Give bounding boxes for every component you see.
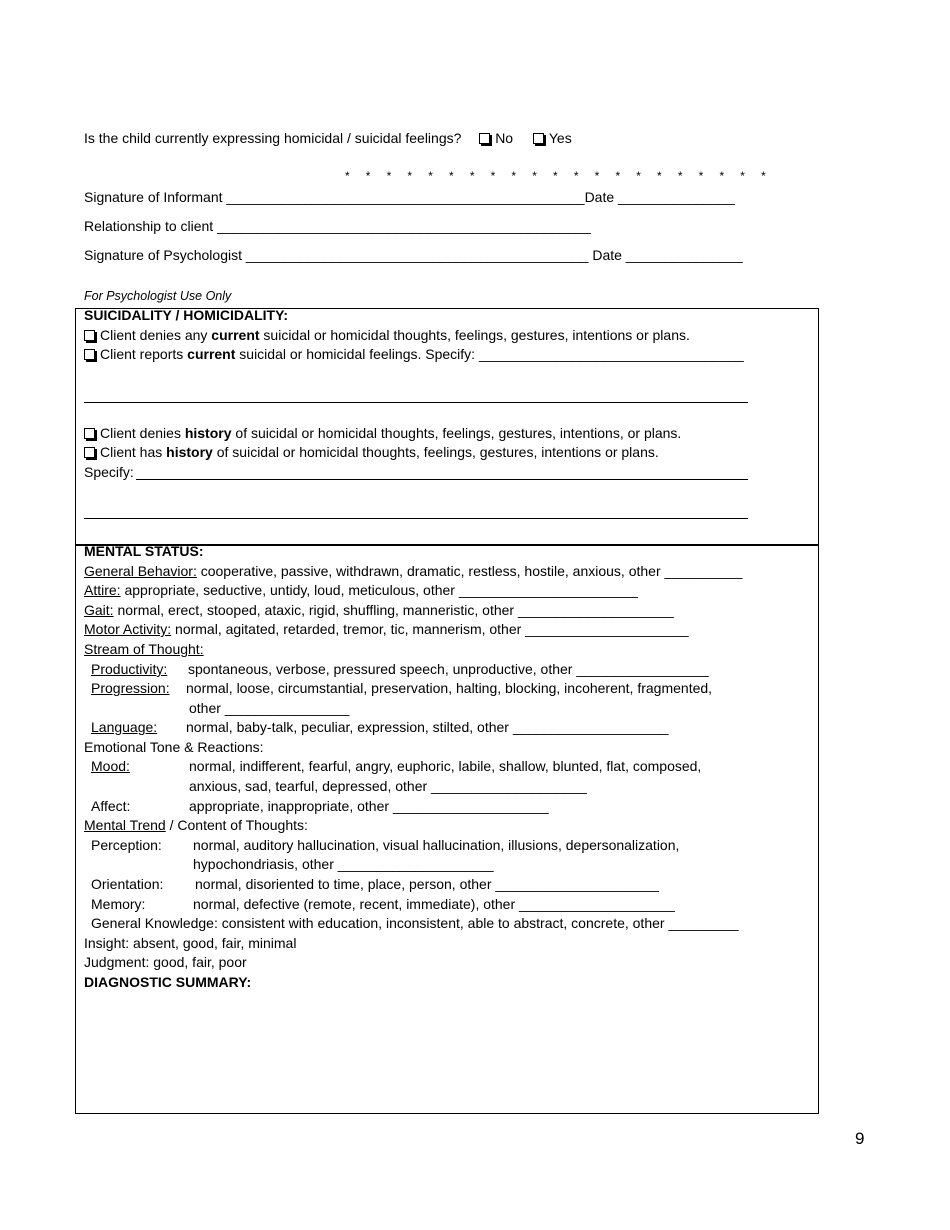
- orientation-label: Orientation:: [91, 876, 164, 892]
- history-denies-item[interactable]: [84, 425, 681, 442]
- emotional-tone-label: Emotional Tone & Reactions:: [84, 739, 264, 755]
- history-denies-bold: history: [184, 425, 232, 441]
- general-behavior-row[interactable]: [84, 563, 742, 580]
- general-knowledge-row[interactable]: General Knowledge: consistent with education, inconsistent, able to abstract, concrete, other _________: [91, 915, 739, 931]
- current-denies-checkbox[interactable]: [84, 330, 95, 341]
- gait-row[interactable]: [84, 602, 674, 619]
- productivity-options[interactable]: spontaneous, verbose, pressured speech, unproductive, other _________________: [188, 661, 709, 677]
- affect-label: Affect:: [91, 798, 131, 814]
- current-denies-post: suicidal or homicidal thoughts, feelings, gestures, intentions or plans.: [259, 327, 690, 343]
- history-has-bold: history: [166, 444, 213, 460]
- mental-status-heading: MENTAL STATUS:: [84, 543, 204, 559]
- language-label: Language:: [91, 719, 158, 735]
- progression-label: Progression:: [91, 680, 170, 696]
- mood-label: Mood:: [91, 758, 130, 774]
- informant-signature-line[interactable]: Signature of Informant ______________________________________________Date _______________: [84, 189, 735, 205]
- perception-label: Perception:: [91, 837, 162, 853]
- progression-options[interactable]: normal, loose, circumstantial, preservation, halting, blocking, incoherent, fragmented,: [186, 680, 713, 696]
- gait-options: normal, erect, stooped, ataxic, rigid, shuffling, manneristic, other ____________________: [113, 602, 674, 618]
- yes-label: Yes: [548, 130, 572, 146]
- current-denies-pre: Client denies any: [100, 327, 212, 343]
- mental-trend-row: [84, 817, 308, 834]
- orientation-options[interactable]: normal, disoriented to time, place, person, other _____________________: [195, 876, 659, 892]
- history-has-item[interactable]: [84, 444, 659, 461]
- attire-label: Attire:: [84, 582, 121, 598]
- suicidality-heading: SUICIDALITY / HOMICIDALITY:: [84, 307, 289, 323]
- stream-of-thought-label: Stream of Thought:: [84, 641, 204, 657]
- psychologist-use-label: For Psychologist Use Only: [84, 289, 232, 303]
- relationship-line[interactable]: Relationship to client ________________________________________________: [84, 218, 591, 234]
- current-reports-bold: current: [187, 346, 236, 362]
- history-has-post: of suicidal or homicidal thoughts, feelings, gestures, intentions or plans.: [212, 444, 659, 460]
- history-denies-pre: Client denies: [100, 425, 185, 441]
- history-denies-post: of suicidal or homicidal thoughts, feelings, gestures, intentions, or plans.: [231, 425, 682, 441]
- mood-options[interactable]: normal, indifferent, fearful, angry, euphoric, labile, shallow, blunted, flat, composed,: [189, 758, 702, 774]
- insight-row[interactable]: Insight: absent, good, fair, minimal: [84, 935, 297, 951]
- motor-activity-label: Motor Activity:: [84, 621, 172, 637]
- star-separator: * * * * * * * * * * * * * * * * * * * * *: [345, 169, 773, 183]
- mental-trend-label: Mental Trend: [84, 817, 166, 833]
- gait-label: Gait:: [84, 602, 114, 618]
- current-reports-checkbox[interactable]: [84, 349, 95, 360]
- motor-activity-options: normal, agitated, retarded, tremor, tic, mannerism, other _____________________: [171, 621, 689, 637]
- general-behavior-label: General Behavior:: [84, 563, 197, 579]
- perception-options-2[interactable]: hypochondriasis, other ____________________: [193, 856, 494, 872]
- current-denies-bold: current: [211, 327, 260, 343]
- homicidal-question: [84, 130, 572, 147]
- attire-row[interactable]: [84, 582, 638, 599]
- productivity-label: Productivity:: [91, 661, 168, 677]
- psychologist-signature-line[interactable]: Signature of Psychologist ____________________________________________ Date _______________: [84, 247, 743, 263]
- content-of-thoughts-label: / Content of Thoughts:: [165, 817, 308, 833]
- page-number: 9: [855, 1129, 865, 1148]
- affect-options[interactable]: appropriate, inappropriate, other ____________________: [189, 798, 549, 814]
- memory-options[interactable]: normal, defective (remote, recent, immediate), other ____________________: [193, 896, 675, 912]
- attire-options: appropriate, seductive, untidy, loud, meticulous, other _______________________: [120, 582, 638, 598]
- current-reports-item[interactable]: [84, 346, 744, 363]
- current-reports-pre: Client reports: [100, 346, 188, 362]
- current-reports-post: suicidal or homicidal feelings. Specify: __________________________________: [235, 346, 744, 362]
- history-specify-blank[interactable]: [136, 479, 748, 480]
- motor-activity-row[interactable]: [84, 621, 689, 638]
- specify-current-blank[interactable]: [84, 402, 748, 403]
- history-specify-blank-2[interactable]: [84, 518, 748, 519]
- history-has-pre: Client has: [100, 444, 167, 460]
- question-text: Is the child currently expressing homicidal / suicidal feelings?: [84, 130, 462, 146]
- no-label: No: [495, 130, 514, 146]
- memory-label: Memory:: [91, 896, 146, 912]
- current-denies-item[interactable]: [84, 327, 690, 344]
- perception-options[interactable]: normal, auditory hallucination, visual hallucination, illusions, depersonalization,: [193, 837, 680, 853]
- yes-checkbox[interactable]: [533, 133, 544, 144]
- history-has-checkbox[interactable]: [84, 447, 95, 458]
- progression-other[interactable]: other ________________: [189, 700, 350, 716]
- judgment-row[interactable]: Judgment: good, fair, poor: [84, 954, 247, 970]
- history-denies-checkbox[interactable]: [84, 428, 95, 439]
- no-checkbox[interactable]: [479, 133, 490, 144]
- general-behavior-options: cooperative, passive, withdrawn, dramatic, restless, hostile, anxious, other __________: [196, 563, 743, 579]
- history-specify-label: Specify:: [84, 464, 134, 480]
- mood-options-2[interactable]: anxious, sad, tearful, depressed, other ____________________: [189, 778, 587, 794]
- diagnostic-summary-heading: DIAGNOSTIC SUMMARY:: [84, 974, 252, 990]
- language-options[interactable]: normal, baby-talk, peculiar, expression, stilted, other ____________________: [186, 719, 669, 735]
